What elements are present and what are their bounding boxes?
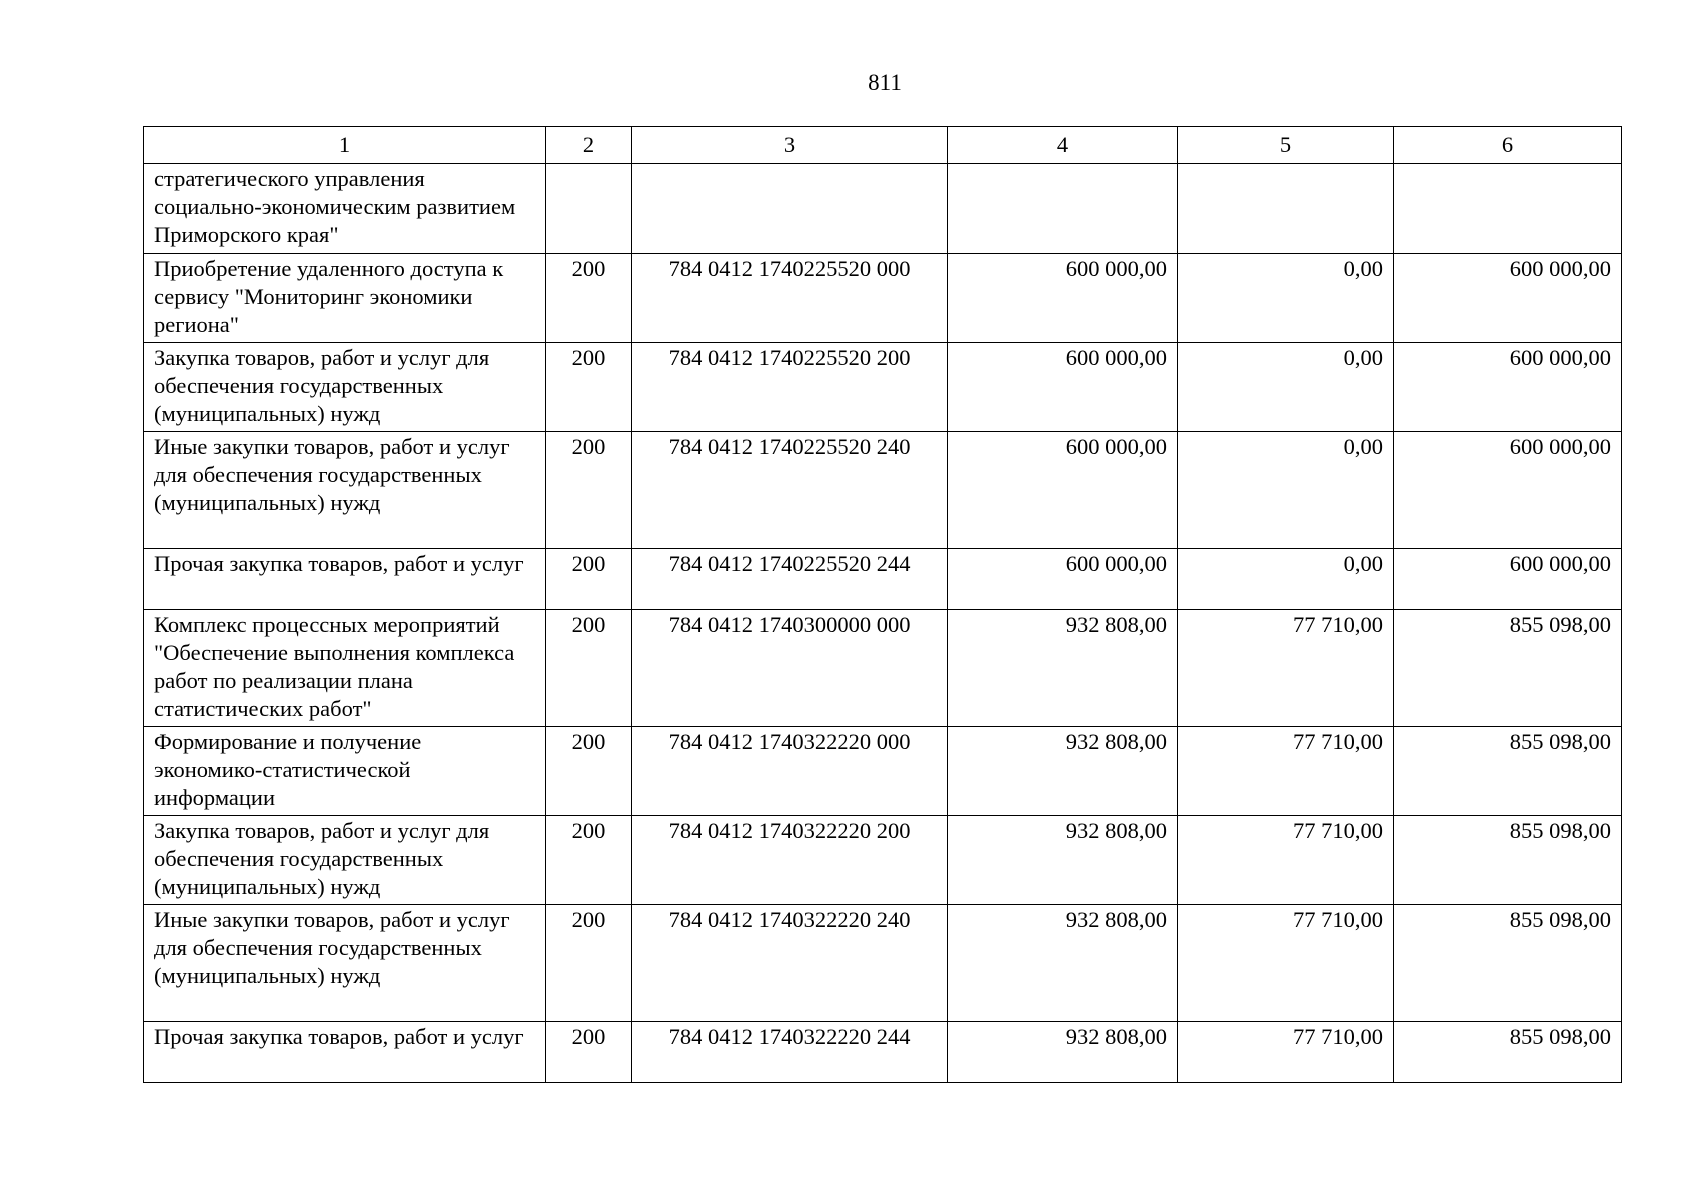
- row-value5-cell: [1178, 164, 1394, 254]
- table-row: [144, 816, 1622, 905]
- row-code-cell: 784 0412 1740225520 200: [632, 343, 948, 432]
- row-col2-cell: 200: [546, 1022, 632, 1083]
- row-value4-cell: [948, 164, 1178, 254]
- table-header-row: [144, 127, 1622, 164]
- budget-table: [143, 126, 1622, 1083]
- row-value5-cell: 77 710,00: [1178, 816, 1394, 905]
- row-value5-cell: 0,00: [1178, 254, 1394, 343]
- column-header: 4: [948, 127, 1178, 164]
- row-col2-cell: 200: [546, 905, 632, 1022]
- row-code-cell: 784 0412 1740322220 200: [632, 816, 948, 905]
- row-value4-cell: 932 808,00: [948, 727, 1178, 816]
- row-code-cell: 784 0412 1740322220 000: [632, 727, 948, 816]
- table-row: [144, 727, 1622, 816]
- row-name-cell: Приобретение удаленного доступа к сервису "Мониторинг экономики региона": [144, 254, 546, 343]
- row-value4-cell: 600 000,00: [948, 432, 1178, 549]
- row-code-cell: 784 0412 1740225520 000: [632, 254, 948, 343]
- row-value6-cell: 855 098,00: [1394, 1022, 1622, 1083]
- column-header: 5: [1178, 127, 1394, 164]
- row-name-cell: Прочая закупка товаров, работ и услуг: [144, 549, 546, 610]
- column-header: 2: [546, 127, 632, 164]
- row-value6-cell: 600 000,00: [1394, 254, 1622, 343]
- row-value4-cell: 932 808,00: [948, 1022, 1178, 1083]
- row-value5-cell: 77 710,00: [1178, 1022, 1394, 1083]
- table-row: [144, 549, 1622, 610]
- table-row: [144, 343, 1622, 432]
- row-name-cell: Закупка товаров, работ и услуг для обеспечения государственных (муниципальных) нужд: [144, 343, 546, 432]
- row-value6-cell: 600 000,00: [1394, 549, 1622, 610]
- table-row: [144, 610, 1622, 727]
- row-value5-cell: 0,00: [1178, 549, 1394, 610]
- row-value6-cell: [1394, 164, 1622, 254]
- row-col2-cell: 200: [546, 816, 632, 905]
- row-value5-cell: 0,00: [1178, 343, 1394, 432]
- row-value5-cell: 0,00: [1178, 432, 1394, 549]
- row-name-cell: Закупка товаров, работ и услуг для обеспечения государственных (муниципальных) нужд: [144, 816, 546, 905]
- row-value4-cell: 932 808,00: [948, 905, 1178, 1022]
- row-name-cell: стратегического управления социально-экономическим развитием Приморского края": [144, 164, 546, 254]
- table-row: [144, 432, 1622, 549]
- page-number: 811: [868, 70, 902, 95]
- row-name-cell: Иные закупки товаров, работ и услуг для обеспечения государственных (муниципальных) нужд: [144, 905, 546, 1022]
- table-row: [144, 254, 1622, 343]
- row-value4-cell: 600 000,00: [948, 549, 1178, 610]
- column-header: 1: [144, 127, 546, 164]
- row-value6-cell: 855 098,00: [1394, 816, 1622, 905]
- row-value6-cell: 600 000,00: [1394, 432, 1622, 549]
- row-value6-cell: 855 098,00: [1394, 610, 1622, 727]
- row-name-cell: Прочая закупка товаров, работ и услуг: [144, 1022, 546, 1083]
- row-code-cell: 784 0412 1740322220 244: [632, 1022, 948, 1083]
- row-value4-cell: 600 000,00: [948, 254, 1178, 343]
- column-header: 3: [632, 127, 948, 164]
- row-code-cell: [632, 164, 948, 254]
- row-name-cell: Комплекс процессных мероприятий "Обеспечение выполнения комплекса работ по реализации плана статистических работ": [144, 610, 546, 727]
- row-value4-cell: 600 000,00: [948, 343, 1178, 432]
- row-value6-cell: 600 000,00: [1394, 343, 1622, 432]
- row-value4-cell: 932 808,00: [948, 610, 1178, 727]
- row-col2-cell: 200: [546, 549, 632, 610]
- row-value5-cell: 77 710,00: [1178, 610, 1394, 727]
- row-col2-cell: 200: [546, 343, 632, 432]
- row-name-cell: Иные закупки товаров, работ и услуг для обеспечения государственных (муниципальных) нужд: [144, 432, 546, 549]
- row-col2-cell: 200: [546, 432, 632, 549]
- row-code-cell: 784 0412 1740300000 000: [632, 610, 948, 727]
- row-value5-cell: 77 710,00: [1178, 727, 1394, 816]
- row-col2-cell: 200: [546, 727, 632, 816]
- row-col2-cell: [546, 164, 632, 254]
- row-value6-cell: 855 098,00: [1394, 727, 1622, 816]
- row-col2-cell: 200: [546, 254, 632, 343]
- row-code-cell: 784 0412 1740322220 240: [632, 905, 948, 1022]
- row-value4-cell: 932 808,00: [948, 816, 1178, 905]
- table-row: [144, 1022, 1622, 1083]
- column-header: 6: [1394, 127, 1622, 164]
- table-row: [144, 905, 1622, 1022]
- row-value5-cell: 77 710,00: [1178, 905, 1394, 1022]
- row-name-cell: Формирование и получение экономико-статистической информации: [144, 727, 546, 816]
- row-code-cell: 784 0412 1740225520 244: [632, 549, 948, 610]
- row-value6-cell: 855 098,00: [1394, 905, 1622, 1022]
- row-col2-cell: 200: [546, 610, 632, 727]
- table-row: [144, 164, 1622, 254]
- row-code-cell: 784 0412 1740225520 240: [632, 432, 948, 549]
